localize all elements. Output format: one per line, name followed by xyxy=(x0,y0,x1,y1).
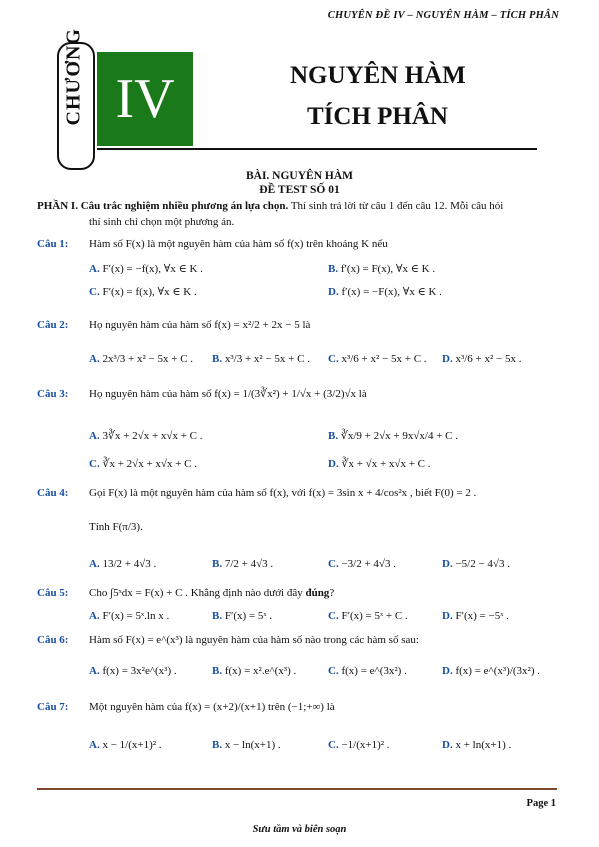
question-label: Câu 7: xyxy=(37,701,69,713)
chapter-word: CHƯƠNG xyxy=(62,28,85,126)
option-letter: B. xyxy=(328,430,339,442)
question-text: Cho ∫5ˣdx = F(x) + C . Khẳng định nào dưới đây xyxy=(89,587,303,599)
option-a: A. f(x) = 3x²e^(x³) . xyxy=(89,665,177,677)
chapter-title-line1: NGUYÊN HÀM xyxy=(290,62,466,89)
option-b: B. f′(x) = F(x), ∀x ∈ K . xyxy=(328,263,436,275)
option-c: C. −1/(x+1)² . xyxy=(328,739,390,751)
question-text: Hàm số F(x) là một nguyên hàm của hàm số f(x) trên khoảng K nếu xyxy=(89,238,388,250)
option-letter: C. xyxy=(328,353,339,365)
question-emphasis: đúng xyxy=(305,587,330,599)
option-a: A. 13/2 + 4√3 . xyxy=(89,558,157,570)
option-c: C. F′(x) = 5ˣ + C . xyxy=(328,610,408,622)
option-letter: D. xyxy=(442,353,453,365)
option-letter: A. xyxy=(89,610,100,622)
question-text: Họ nguyên hàm của hàm số f(x) = x²/2 + 2x − 5 là xyxy=(89,319,311,331)
option-letter: B. xyxy=(328,263,339,275)
part-heading xyxy=(37,199,557,213)
option-letter: C. xyxy=(89,458,100,470)
question-label: Câu 2: xyxy=(37,319,69,331)
question-label: Câu 3: xyxy=(37,388,69,400)
option-d: D. F′(x) = −5ˣ . xyxy=(442,610,509,622)
chapter-title-line2: TÍCH PHÂN xyxy=(307,103,448,130)
option-letter: D. xyxy=(442,610,453,622)
option-letter: B. xyxy=(212,353,223,365)
question-label: Câu 5: xyxy=(37,587,69,599)
option-letter: A. xyxy=(89,739,100,751)
question-text: Họ nguyên hàm của hàm số f(x) = 1/(3∛x²) + 1/√x + (3/2)√x là xyxy=(89,388,367,400)
option-letter: A. xyxy=(89,558,100,570)
option-d: D. ∛x + √x + x√x + C . xyxy=(328,458,431,470)
option-c: C. ∛x + 2√x + x√x + C . xyxy=(89,458,197,470)
option-b: B. x − ln(x+1) . xyxy=(212,739,281,751)
option-letter: D. xyxy=(442,558,453,570)
running-header: CHUYÊN ĐỀ IV – NGUYÊN HÀM – TÍCH PHÂN xyxy=(327,10,559,21)
option-d: D. −5/2 − 4√3 . xyxy=(442,558,510,570)
option-d: D. f′(x) = −F(x), ∀x ∈ K . xyxy=(328,286,442,298)
option-letter: A. xyxy=(89,353,100,365)
option-a: A. x − 1/(x+1)² . xyxy=(89,739,162,751)
option-b: B. f(x) = x².e^(x³) . xyxy=(212,665,297,677)
option-letter: A. xyxy=(89,430,100,442)
option-letter: A. xyxy=(89,665,100,677)
part-label: PHẦN I. xyxy=(37,200,78,212)
option-letter: A. xyxy=(89,263,100,275)
question-text: Một nguyên hàm của f(x) = (x+2)/(x+1) trên (−1;+∞) là xyxy=(89,701,335,713)
option-letter: C. xyxy=(328,610,339,622)
option-b: B. x³/3 + x² − 5x + C . xyxy=(212,353,310,365)
option-letter: C. xyxy=(328,558,339,570)
option-c: C. F′(x) = f(x), ∀x ∈ K . xyxy=(89,286,197,298)
option-c: C. x³/6 + x² − 5x + C . xyxy=(328,353,427,365)
lesson-name: BÀI. NGUYÊN HÀM xyxy=(245,170,353,182)
option-a: A. F′(x) = −f(x), ∀x ∈ K . xyxy=(89,263,203,275)
option-letter: B. xyxy=(212,739,223,751)
option-b: B. F′(x) = 5ˣ . xyxy=(212,610,273,622)
option-a: A. F′(x) = 5ˣ.ln x . xyxy=(89,610,170,622)
option-c: C. −3/2 + 4√3 . xyxy=(328,558,396,570)
question-text-line xyxy=(89,586,334,600)
question-end: ? xyxy=(329,587,335,599)
option-d: D. x³/6 + x² − 5x . xyxy=(442,353,522,365)
option-d: D. f(x) = e^(x³)/(3x²) . xyxy=(442,665,540,677)
chapter-number: IV xyxy=(97,52,193,146)
option-c: C. f(x) = e^(3x²) . xyxy=(328,665,407,677)
banner-rule xyxy=(97,148,537,150)
question-text-2: Tính F(π/3). xyxy=(89,521,143,533)
question-label: Câu 1: xyxy=(37,238,69,250)
option-letter: C. xyxy=(89,286,100,298)
option-letter: D. xyxy=(442,739,453,751)
option-letter: D. xyxy=(328,458,339,470)
part-instruction-2: thí sinh chỉ chọn một phương án. xyxy=(89,216,235,228)
test-name: ĐỀ TEST SỐ 01 xyxy=(259,184,340,196)
option-b: B. ∛x/9 + 2√x + 9x√x/4 + C . xyxy=(328,430,458,442)
footer-credit: Sưu tầm và biên soạn xyxy=(252,824,347,835)
page-number: Page 1 xyxy=(526,798,556,809)
part-title: Câu trắc nghiệm nhiều phương án lựa chọn. xyxy=(80,200,289,212)
option-letter: B. xyxy=(212,610,223,622)
option-letter: D. xyxy=(328,286,339,298)
footer-rule xyxy=(37,788,557,790)
option-a: A. 3∛x + 2√x + x√x + C . xyxy=(89,430,203,442)
option-letter: B. xyxy=(212,558,223,570)
question-label: Câu 4: xyxy=(37,487,69,499)
option-b: B. 7/2 + 4√3 . xyxy=(212,558,274,570)
option-d: D. x + ln(x+1) . xyxy=(442,739,512,751)
question-label: Câu 6: xyxy=(37,634,69,646)
part-instruction-1: Thí sinh trả lời từ câu 1 đến câu 12. Mỗi câu hỏi xyxy=(290,200,504,212)
option-letter: B. xyxy=(212,665,223,677)
option-letter: D. xyxy=(442,665,453,677)
option-letter: C. xyxy=(328,739,339,751)
option-a: A. 2x³/3 + x² − 5x + C . xyxy=(89,353,194,365)
option-letter: C. xyxy=(328,665,339,677)
question-text: Hàm số F(x) = e^(x³) là nguyên hàm của hàm số nào trong các hàm số sau: xyxy=(89,634,419,646)
question-text: Gọi F(x) là một nguyên hàm của hàm số f(x), với f(x) = 3sin x + 4/cos²x , biết F(0) = 2 . xyxy=(89,487,477,499)
